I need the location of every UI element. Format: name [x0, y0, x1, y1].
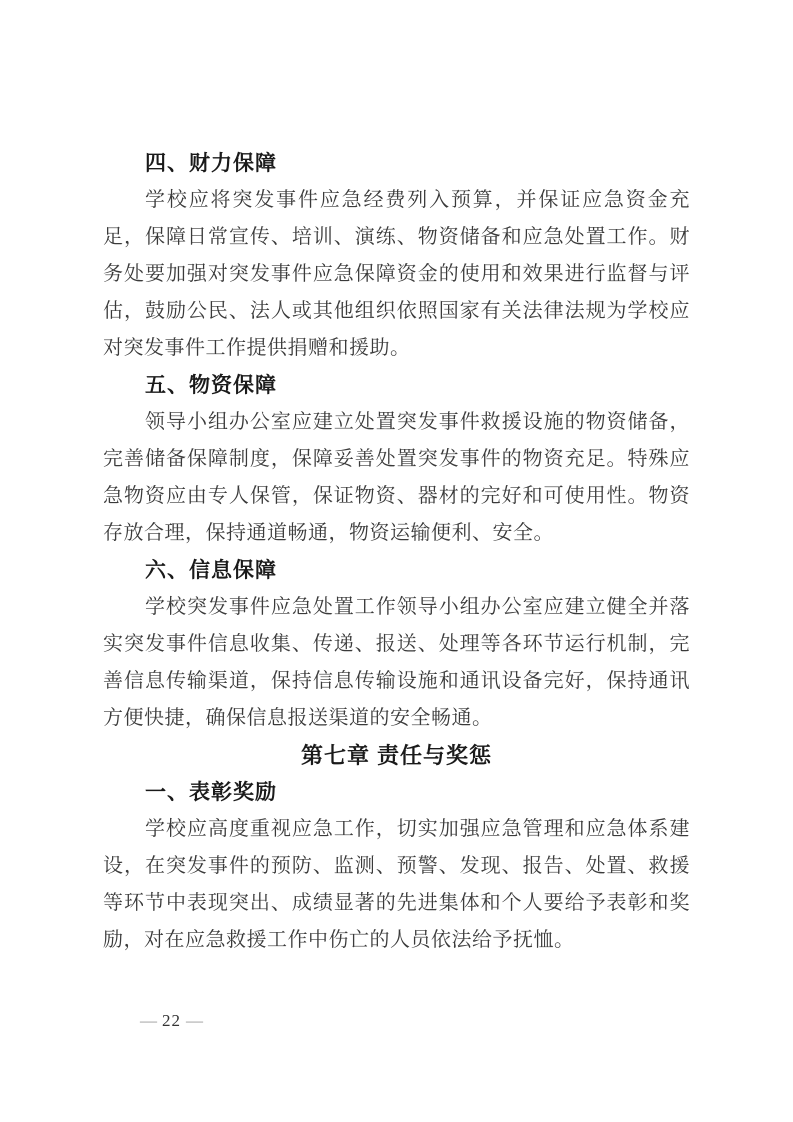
page-number-footer — [135, 1010, 208, 1032]
section-heading-information: 六、信息保障 — [145, 559, 277, 582]
chapter-heading: 第七章 责任与奖惩 — [300, 743, 493, 768]
document-content — [103, 145, 690, 959]
footer-dash-right: — — [186, 1011, 203, 1030]
paragraph-information: 学校突发事件应急处置工作领导小组办公室应建立健全并落实突发事件信息收集、传递、报送、处理等各环节运行机制，完善信息传输渠道，保持信息传输设施和通讯设备完好，保持通讯方便快捷，确保信息报送渠道的安全畅通。 — [103, 596, 690, 729]
section-heading-commendation: 一、表彰奖励 — [145, 781, 277, 804]
footer-dash-left: — — [140, 1011, 157, 1030]
paragraph-commendation: 学校应高度重视应急工作，切实加强应急管理和应急体系建设，在突发事件的预防、监测、预警、发现、报告、处置、救援等环节中表现突出、成绩显著的先进集体和个人要给予表彰和奖励，对在应急救援工作中伤亡的人员依法给予抚恤。 — [103, 818, 690, 951]
paragraph-materials: 领导小组办公室应建立处置突发事件救援设施的物资储备，完善储备保障制度，保障妥善处置突发事件的物资充足。特殊应急物资应由专人保管，保证物资、器材的完好和可使用性。物资存放合理，保持通道畅通，物资运输便利、安全。 — [103, 411, 690, 544]
paragraph-finance: 学校应将突发事件应急经费列入预算，并保证应急资金充足，保障日常宣传、培训、演练、物资储备和应急处置工作。财务处要加强对突发事件应急保障资金的使用和效果进行监督与评估，鼓励公民、法人或其他组织依照国家有关法律法规为学校应对突发事件工作提供捐赠和援助。 — [103, 189, 690, 359]
section-heading-materials: 五、物资保障 — [145, 374, 277, 397]
section-heading-finance: 四、财力保障 — [145, 152, 277, 175]
footer-page-number: 22 — [162, 1011, 181, 1030]
